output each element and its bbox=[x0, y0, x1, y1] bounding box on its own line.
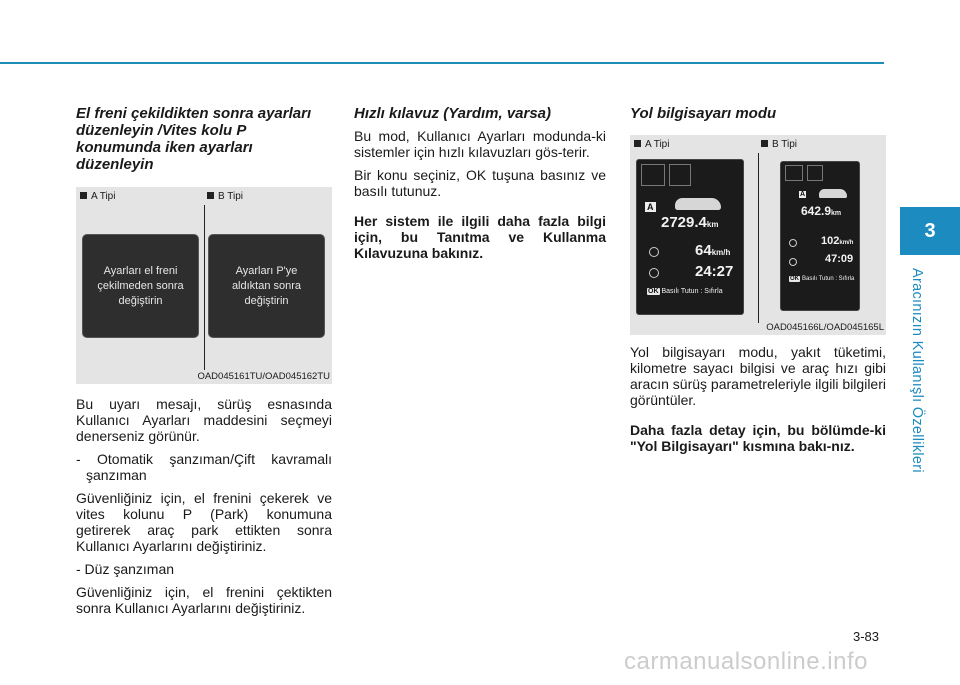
figure-settings-warning bbox=[76, 187, 332, 384]
distance-value: 642.9km bbox=[801, 204, 842, 218]
fuel-pump-icon bbox=[669, 164, 691, 186]
speed-value: 64km/h bbox=[695, 242, 731, 259]
paragraph: Bu uyarı mesajı, sürüş esnasında Kullanıcı Ayarları maddesini seçmeyi denerseniz görünür. bbox=[76, 396, 332, 444]
figure-trip-computer bbox=[630, 135, 886, 335]
column-3 bbox=[630, 105, 886, 454]
time-value: 24:27 bbox=[695, 263, 734, 280]
cluster-screen-a bbox=[636, 159, 744, 315]
paragraph: Bir konu seçiniz, OK tuşuna basınız ve basılı tutunuz. bbox=[354, 167, 606, 199]
paragraph: Güvenliğiniz için, el frenini çektikten sonra Kullanıcı Ayarlarını değiştiriniz. bbox=[76, 584, 332, 616]
list-item: - Düz şanzıman bbox=[76, 561, 175, 577]
section-heading-quick-guide: Hızlı kılavuz (Yardım, varsa) bbox=[354, 105, 552, 122]
reset-hint: OK Basılı Tutun : Sıfırla bbox=[790, 276, 855, 282]
reset-hint: OK Basılı Tutun : Sıfırla bbox=[648, 288, 723, 295]
trip-badge: A bbox=[647, 202, 654, 212]
watermark: carmanualsonline.info bbox=[624, 648, 868, 675]
figure-caption: OAD045166L/OAD045165L bbox=[766, 322, 884, 333]
square-bullet-icon bbox=[761, 140, 768, 147]
figure-divider bbox=[204, 205, 205, 370]
time-value: 47:09 bbox=[825, 253, 854, 265]
list-item: - Otomatik şanzıman/Çift kavramalı şanzıman bbox=[76, 451, 332, 483]
fuel-pump-icon bbox=[807, 165, 823, 181]
mode-box bbox=[641, 164, 665, 186]
clock-icon bbox=[649, 268, 659, 278]
warning-panel-a: Ayarları el freni çekilmeden sonra değiştirin bbox=[82, 234, 199, 338]
chapter-title: Aracınızın Kullanışlı Özellikleri bbox=[909, 268, 925, 473]
column-2 bbox=[354, 105, 606, 261]
speed-value: 102km/h bbox=[821, 235, 854, 247]
square-bullet-icon bbox=[634, 140, 641, 147]
clock-icon bbox=[789, 258, 797, 266]
figure-tag-b: B Tipi bbox=[761, 139, 797, 150]
speedometer-icon bbox=[789, 239, 797, 247]
paragraph: Yol bilgisayarı modu, yakıt tüketimi, kilometre sayacı bilgisi ve araç hızı gibi aracın sürüş parametreleriyle ilgili bilgileri görüntüler. bbox=[630, 344, 886, 408]
figure-tag-a: A Tipi bbox=[634, 139, 669, 150]
mode-box bbox=[785, 165, 803, 181]
paragraph-bold: Daha fazla detay için, bu bölümde-ki "Yol Bilgisayarı" kısmına bakı-nız. bbox=[630, 422, 886, 454]
car-icon bbox=[675, 198, 721, 210]
warning-panel-b: Ayarları P'ye aldıktan sonra değiştirin bbox=[208, 234, 325, 338]
paragraph: Bu mod, Kullanıcı Ayarları modunda-ki sistemler için hızlı kılavuzları gös-terir. bbox=[354, 128, 606, 160]
section-heading-settings: El freni çekildikten sonra ayarları düzenleyin /Vites kolu P konumunda iken ayarları düzenleyin bbox=[76, 105, 312, 173]
paragraph-bold: Her sistem ile ilgili daha fazla bilgi için, bu Tanıtma ve Kullanma Kılavuzuna bakınız. bbox=[354, 213, 606, 261]
section-heading-trip-computer: Yol bilgisayarı modu bbox=[630, 105, 777, 122]
page-number: 3-83 bbox=[853, 629, 880, 644]
cluster-screen-b bbox=[780, 161, 860, 311]
distance-value: 2729.4km bbox=[661, 214, 719, 231]
chapter-number-tab bbox=[900, 207, 960, 255]
column-1 bbox=[76, 105, 332, 616]
square-bullet-icon bbox=[80, 192, 87, 199]
speedometer-icon bbox=[649, 247, 659, 257]
chapter-number: 3 bbox=[924, 219, 936, 242]
figure-tag-b: B Tipi bbox=[207, 191, 243, 202]
paragraph: Güvenliğiniz için, el frenini çekerek ve vites kolunu P (Park) konumuna getirerek araç park ettikten sonra Kullanıcı Ayarlarını değiştiriniz. bbox=[76, 490, 332, 554]
header-rule bbox=[0, 62, 884, 64]
trip-badge: A bbox=[800, 191, 806, 198]
car-icon bbox=[819, 189, 847, 198]
square-bullet-icon bbox=[207, 192, 214, 199]
figure-divider bbox=[758, 153, 759, 323]
figure-caption: OAD045161TU/OAD045162TU bbox=[197, 371, 330, 382]
figure-tag-a: A Tipi bbox=[80, 191, 115, 202]
